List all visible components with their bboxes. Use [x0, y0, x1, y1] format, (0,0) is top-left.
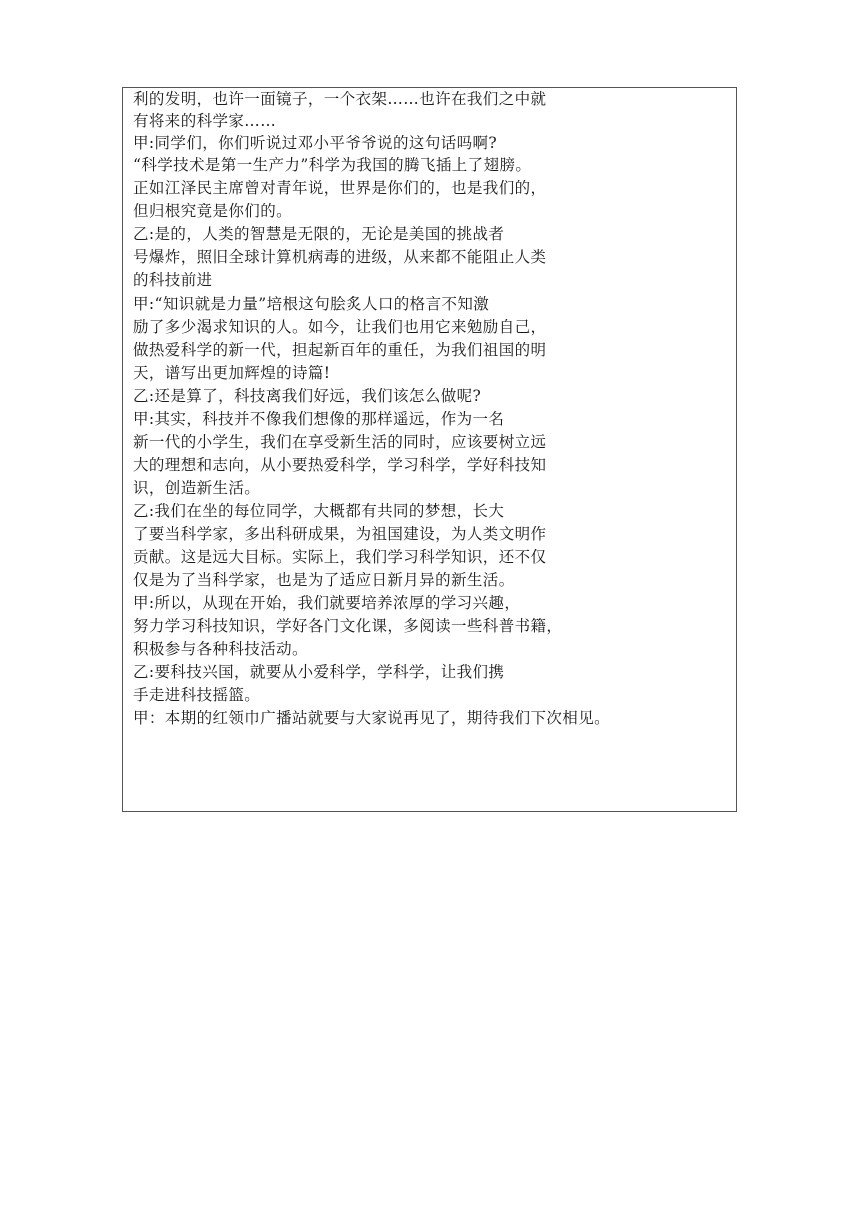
text-line: 正如江泽民主席曾对青年说，世界是你们的，也是我们的，	[133, 179, 547, 197]
text-line: 甲:同学们，你们听说过邓小平爷爷说的这句话吗啊?	[133, 134, 498, 152]
text-line: 乙:还是算了，科技离我们好远，我们该怎么做呢?	[133, 387, 482, 405]
text-line: 甲：本期的红领巾广播站就要与大家说再见了，期待我们下次相见。	[133, 709, 611, 727]
script-text-box	[122, 87, 737, 812]
text-line: 了要当科学家，多出科研成果，为祖国建设，为人类文明作	[133, 525, 547, 543]
text-line: “科学技术是第一生产力”科学为我国的腾飞插上了翅膀。	[133, 156, 532, 174]
text-line: 但归根究竟是你们的。	[133, 202, 293, 220]
text-line: 有将来的科学家……	[133, 112, 277, 130]
text-line: 仅是为了当科学家，也是为了适应日新月异的新生活。	[133, 571, 515, 589]
text-line: 号爆炸，照旧全球计算机病毒的进级，从来都不能阻止人类	[133, 248, 547, 266]
text-line: 乙:是的，人类的智慧是无限的，无论是美国的挑战者	[133, 225, 505, 243]
text-line: 识，创造新生活。	[133, 479, 261, 497]
text-line: 甲:所以，从现在开始，我们就要培养浓厚的学习兴趣，	[133, 594, 521, 612]
text-line: 做热爱科学的新一代，担起新百年的重任，为我们祖国的明	[133, 341, 547, 359]
text-line: 励了多少渴求知识的人。如今，让我们也用它来勉励自己，	[133, 318, 547, 336]
text-line: 大的理想和志向，从小要热爱科学，学习科学，学好科技知	[133, 456, 547, 474]
text-line: 天，谱写出更加辉煌的诗篇!	[133, 364, 331, 382]
text-line: 乙:我们在坐的每位同学，大概都有共同的梦想，长大	[133, 502, 505, 520]
text-line: 积极参与各种科技活动。	[133, 640, 308, 658]
text-line: 新一代的小学生，我们在享受新生活的同时，应该要树立远	[133, 433, 547, 451]
text-line: 努力学习科技知识，学好各门文化课，多阅读一些科普书籍，	[133, 617, 563, 635]
text-line: 甲:“知识就是力量”培根这句脍炙人口的格言不知激	[133, 295, 490, 313]
text-line: 甲:其实，科技并不像我们想像的那样遥远，作为一名	[133, 410, 505, 428]
text-line: 贡献。这是远大目标。实际上，我们学习科学知识，还不仅	[133, 548, 547, 566]
text-line: 的科技前进	[133, 271, 213, 289]
text-line: 乙:要科技兴国，就要从小爱科学，学科学，让我们携	[133, 663, 505, 681]
text-line: 手走进科技摇篮。	[133, 686, 261, 704]
text-line: 利的发明，也许一面镜子，一个衣架……也许在我们之中就	[133, 90, 547, 108]
